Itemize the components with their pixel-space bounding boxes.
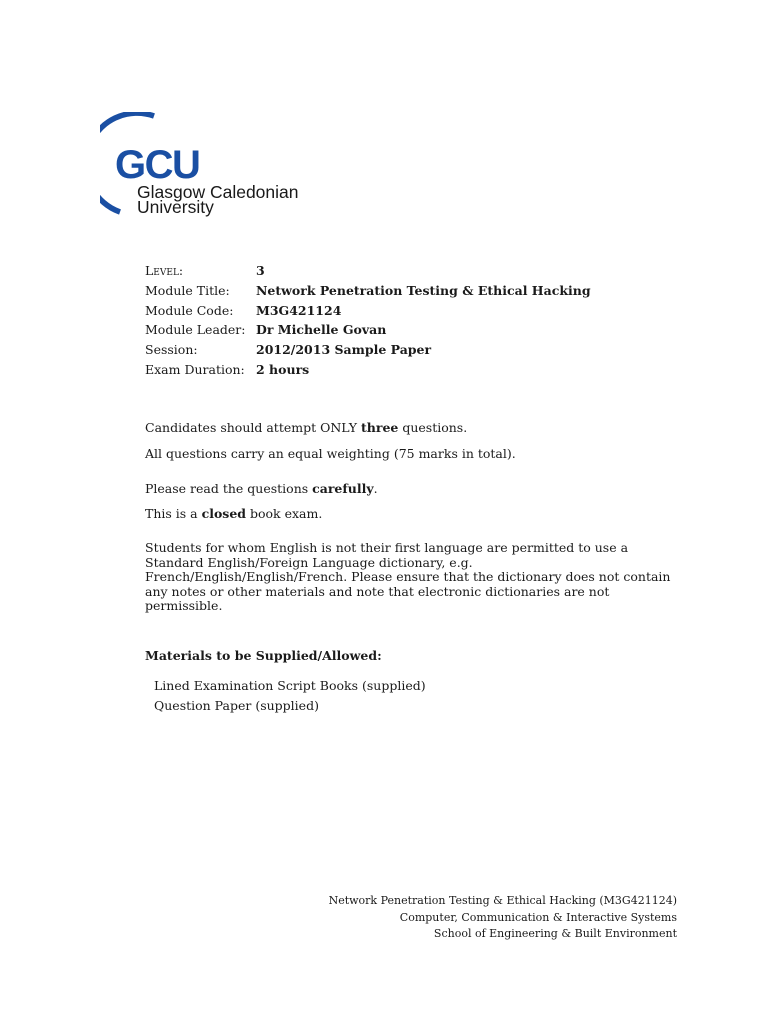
meta-value: 2012/2013 Sample Paper	[256, 342, 432, 358]
meta-row-module-leader	[145, 320, 591, 340]
meta-value: 2 hours	[256, 361, 310, 377]
materials-heading: Materials to be Supplied/Allowed:	[145, 648, 382, 663]
weighting-instruction: All questions carry an equal weighting (75 marks in total).	[145, 446, 516, 461]
list-item: Question Paper (supplied)	[154, 697, 319, 713]
meta-label: Module Title:	[145, 282, 230, 298]
meta-row-module-title	[145, 281, 591, 301]
attempt-text-post: questions.	[398, 420, 468, 435]
meta-row-level	[145, 261, 591, 281]
meta-label: Module Code:	[145, 302, 234, 318]
meta-label: Exam Duration:	[145, 361, 245, 377]
meta-label: Session:	[145, 342, 198, 358]
closed-text-pre: This is a	[145, 506, 202, 521]
meta-value: 3	[256, 263, 265, 278]
read-text-pre: Please read the questions	[145, 481, 313, 496]
logo-name-line2: University	[137, 197, 214, 217]
read-instruction	[145, 481, 378, 496]
logo-name-line1: Glasgow Caledonian	[137, 182, 299, 202]
meta-label: Level:	[145, 263, 184, 278]
meta-value: Network Penetration Testing & Ethical Hacking	[256, 282, 591, 298]
footer-module: Network Penetration Testing & Ethical Hacking (M3G421124)	[328, 894, 677, 907]
list-item: Lined Examination Script Books (supplied)	[154, 678, 426, 693]
dictionary-instruction: Students for whom English is not their first language are permitted to use a Standard English/Foreign Language dictionary, e.g. French/English/English/French. Please ensure that the dictionary does not contain any notes or other materials and note that electronic dictionaries are not permissible.	[145, 540, 671, 614]
attempt-text-bold: three	[361, 420, 399, 435]
read-text-bold: carefully	[312, 481, 374, 496]
meta-value: Dr Michelle Govan	[256, 322, 387, 338]
logo-acronym: GCU	[115, 143, 200, 187]
university-logo	[100, 112, 300, 222]
meta-row-session	[145, 340, 591, 360]
meta-label: Module Leader:	[145, 322, 246, 338]
footer-school: School of Engineering & Built Environment	[433, 927, 677, 941]
materials-list	[154, 676, 426, 715]
closed-book-instruction	[145, 506, 322, 521]
meta-value: M3G421124	[256, 302, 342, 318]
attempt-instruction	[145, 420, 467, 435]
closed-text-post: book exam.	[246, 506, 323, 521]
closed-text-bold: closed	[201, 506, 247, 521]
meta-row-module-code	[145, 301, 591, 321]
gcu-logo-icon	[100, 112, 300, 222]
attempt-text-pre: Candidates should attempt ONLY	[145, 420, 362, 435]
footer-department: Computer, Communication & Interactive Systems	[399, 910, 677, 924]
page-footer	[329, 893, 677, 943]
read-text-post: .	[373, 481, 378, 496]
meta-row-exam-duration	[145, 360, 591, 380]
exam-details	[145, 261, 591, 380]
